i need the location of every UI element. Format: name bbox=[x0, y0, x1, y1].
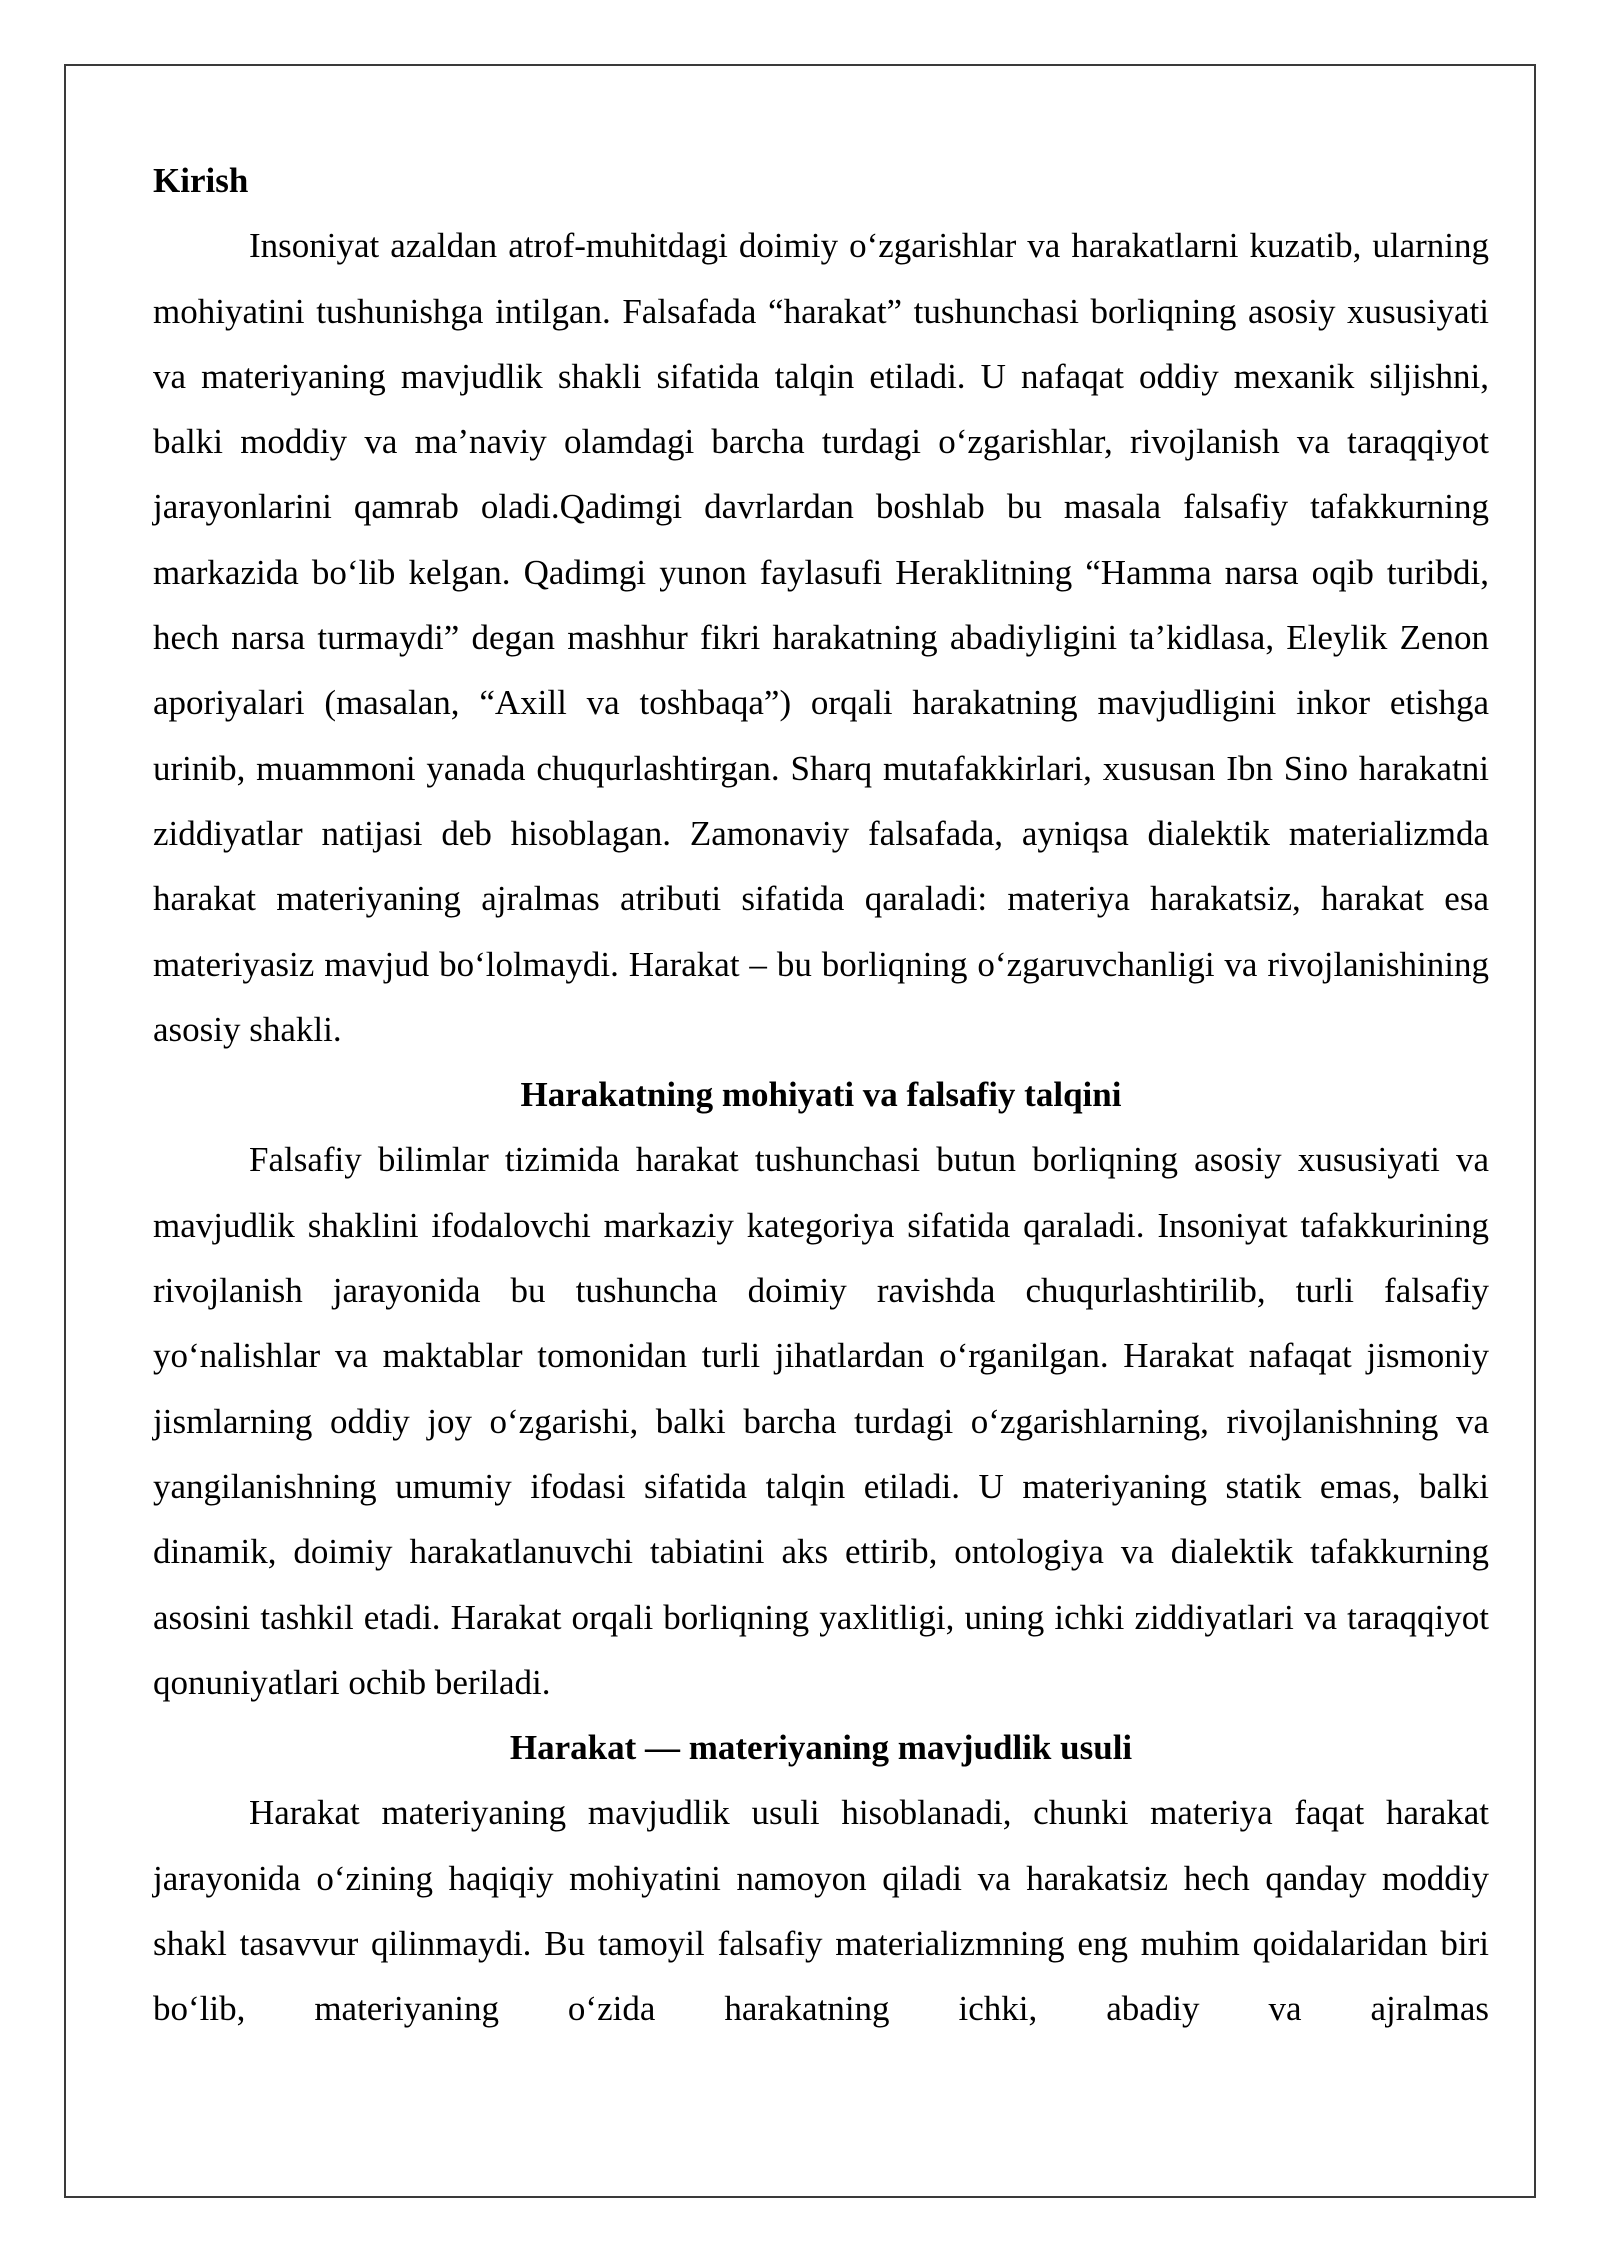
section-heading-kirish: Kirish bbox=[153, 161, 249, 200]
paragraph-introduction: Insoniyat azaldan atrof-muhitdagi doimiy o‘zgarishlar va harakatlarni kuzatib, ularning mohiyatini tushunishga intilgan. Falsafada “harakat” tushunchasi borliqning asosiy xususiyati va materiyaning mavjudlik shakli sifatida talqin etiladi. U nafaqat oddiy mexanik siljishni, balki moddiy va ma’naviy olamdagi barcha turdagi o‘zgarishlar, rivojlanish va taraqqiyot jarayonlarini qamrab oladi.Qadimgi davrlardan boshlab bu masala falsafiy tafakkurning markazida bo‘lib kelgan. Qadimgi yunon faylasufi Heraklitning “Hamma narsa oqib turibdi, hech narsa turmaydi” degan mashhur fikri harakatning abadiyligini ta’kidlasa, Eleylik Zenon aporiyalari (masalan, “Axill va toshbaqa”) orqali harakatning mavjudligini inkor etishga urinib, muammoni yanada chuqurlashtirgan. Sharq mutafakkirlari, xususan Ibn Sino harakatni ziddiyatlar natijasi deb hisoblagan. Zamonaviy falsafada, ayniqsa dialektik materializmda harakat materiyaning ajralmas atributi sifatida qaraladi: materiya harakatsiz, harakat esa materiyasiz mavjud bo‘lolmaydi. Harakat – bu borliqning o‘zgaruvchanligi va rivojlanishining asosiy shakli. bbox=[153, 226, 1489, 1049]
document-body bbox=[153, 148, 1489, 2042]
paragraph-essence: Falsafiy bilimlar tizimida harakat tushunchasi butun borliqning asosiy xususiyati va mavjudlik shaklini ifodalovchi markaziy kategoriya sifatida qaraladi. Insoniyat tafakkurining rivojlanish jarayonida bu tushuncha doimiy ravishda chuqurlashtirilib, turli falsafiy yo‘nalishlar va maktablar tomonidan turli jihatlardan o‘rganilgan. Harakat nafaqat jismoniy jismlarning oddiy joy o‘zgarishi, balki barcha turdagi o‘zgarishlarning, rivojlanishning va yangilanishning umumiy ifodasi sifatida talqin etiladi. U materiyaning statik emas, balki dinamik, doimiy harakatlanuvchi tabiatini aks ettirib, ontologiya va dialektik tafakkurning asosini tashkil etadi. Harakat orqali borliqning yaxlitligi, uning ichki ziddiyatlari va taraqqiyot qonuniyatlari ochib beriladi. bbox=[153, 1140, 1489, 1702]
section-heading-mode-of-existence: Harakat — materiyaning mavjudlik usuli bbox=[509, 1728, 1133, 1768]
paragraph-mode-of-existence: Harakat materiyaning mavjudlik usuli hisoblanadi, chunki materiya faqat harakat jarayonida o‘zining haqiqiy mohiyatini namoyon qiladi va harakatsiz hech qanday moddiy shakl tasavvur qilinmaydi. Bu tamoyil falsafiy materializmning eng muhim qoidalaridan biri bo‘lib, materiyaning o‘zida harakatning ichki, abadiy va ajralmas bbox=[153, 1793, 1489, 2029]
section-heading-essence: Harakatning mohiyati va falsafiy talqini bbox=[520, 1075, 1122, 1115]
